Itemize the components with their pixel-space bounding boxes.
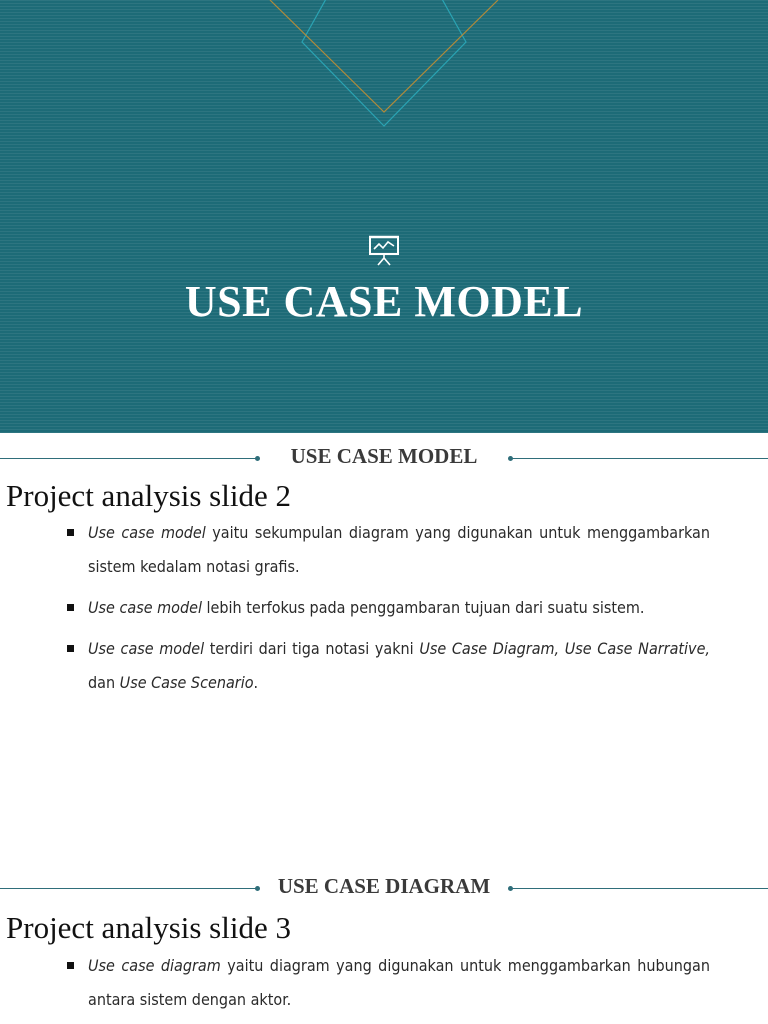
- bullet-text: yaitu sekumpulan diagram yang digunakan untuk menggambarkan sistem kedalam notasi grafis.: [88, 523, 711, 576]
- bullet-marker: [67, 529, 74, 536]
- slide-heading: Project analysis slide 2: [6, 478, 291, 513]
- teal-diamond: [302, 0, 466, 126]
- bullet-text: Use case model: [88, 639, 205, 658]
- section-title: USE CASE DIAGRAM: [277, 874, 491, 898]
- slide-heading: Project analysis slide 3: [6, 910, 291, 945]
- bullet-marker: [67, 645, 74, 652]
- bullet-text: Use Case Scenario: [119, 673, 254, 692]
- bullet-text: Use case diagram: [88, 956, 221, 975]
- bullet-text: Use Case Diagram, Use Case Narrative,: [419, 639, 711, 658]
- bullet-marker: [67, 604, 74, 611]
- section-title: USE CASE MODEL: [290, 444, 478, 468]
- slide-title: USE CASE MODEL: [184, 277, 584, 326]
- divider-right: [511, 458, 768, 459]
- divider-right: [511, 888, 768, 889]
- bullet-list: [66, 949, 710, 1024]
- section-header: [0, 444, 768, 474]
- bullet-item: [66, 949, 710, 1017]
- bullet-text: terdiri dari tiga notasi yakni: [204, 639, 420, 658]
- presentation-board-icon: [368, 234, 400, 268]
- bullet-text: Use case model: [88, 598, 202, 617]
- bullet-text: yaitu diagram yang digunakan untuk menggambarkan hubungan antara sistem dengan aktor.: [88, 956, 710, 1009]
- bullet-list: [66, 516, 710, 707]
- bullet-item: [66, 591, 710, 625]
- bullet-text: dan: [88, 673, 120, 692]
- bullet-text: .: [253, 673, 259, 692]
- bullet-item: [66, 516, 710, 584]
- slide-2: [0, 444, 768, 692]
- bullet-item: [66, 632, 710, 700]
- title-slide: [0, 0, 768, 433]
- slide-3: [0, 874, 768, 1009]
- section-header: [0, 874, 768, 904]
- bullet-text: lebih terfokus pada penggambaran tujuan dari suatu sistem.: [201, 598, 645, 617]
- bullet-marker: [67, 962, 74, 969]
- bullet-text: Use case model: [88, 523, 206, 542]
- diamond-decoration: [0, 0, 768, 433]
- gold-chevron: [270, 0, 498, 112]
